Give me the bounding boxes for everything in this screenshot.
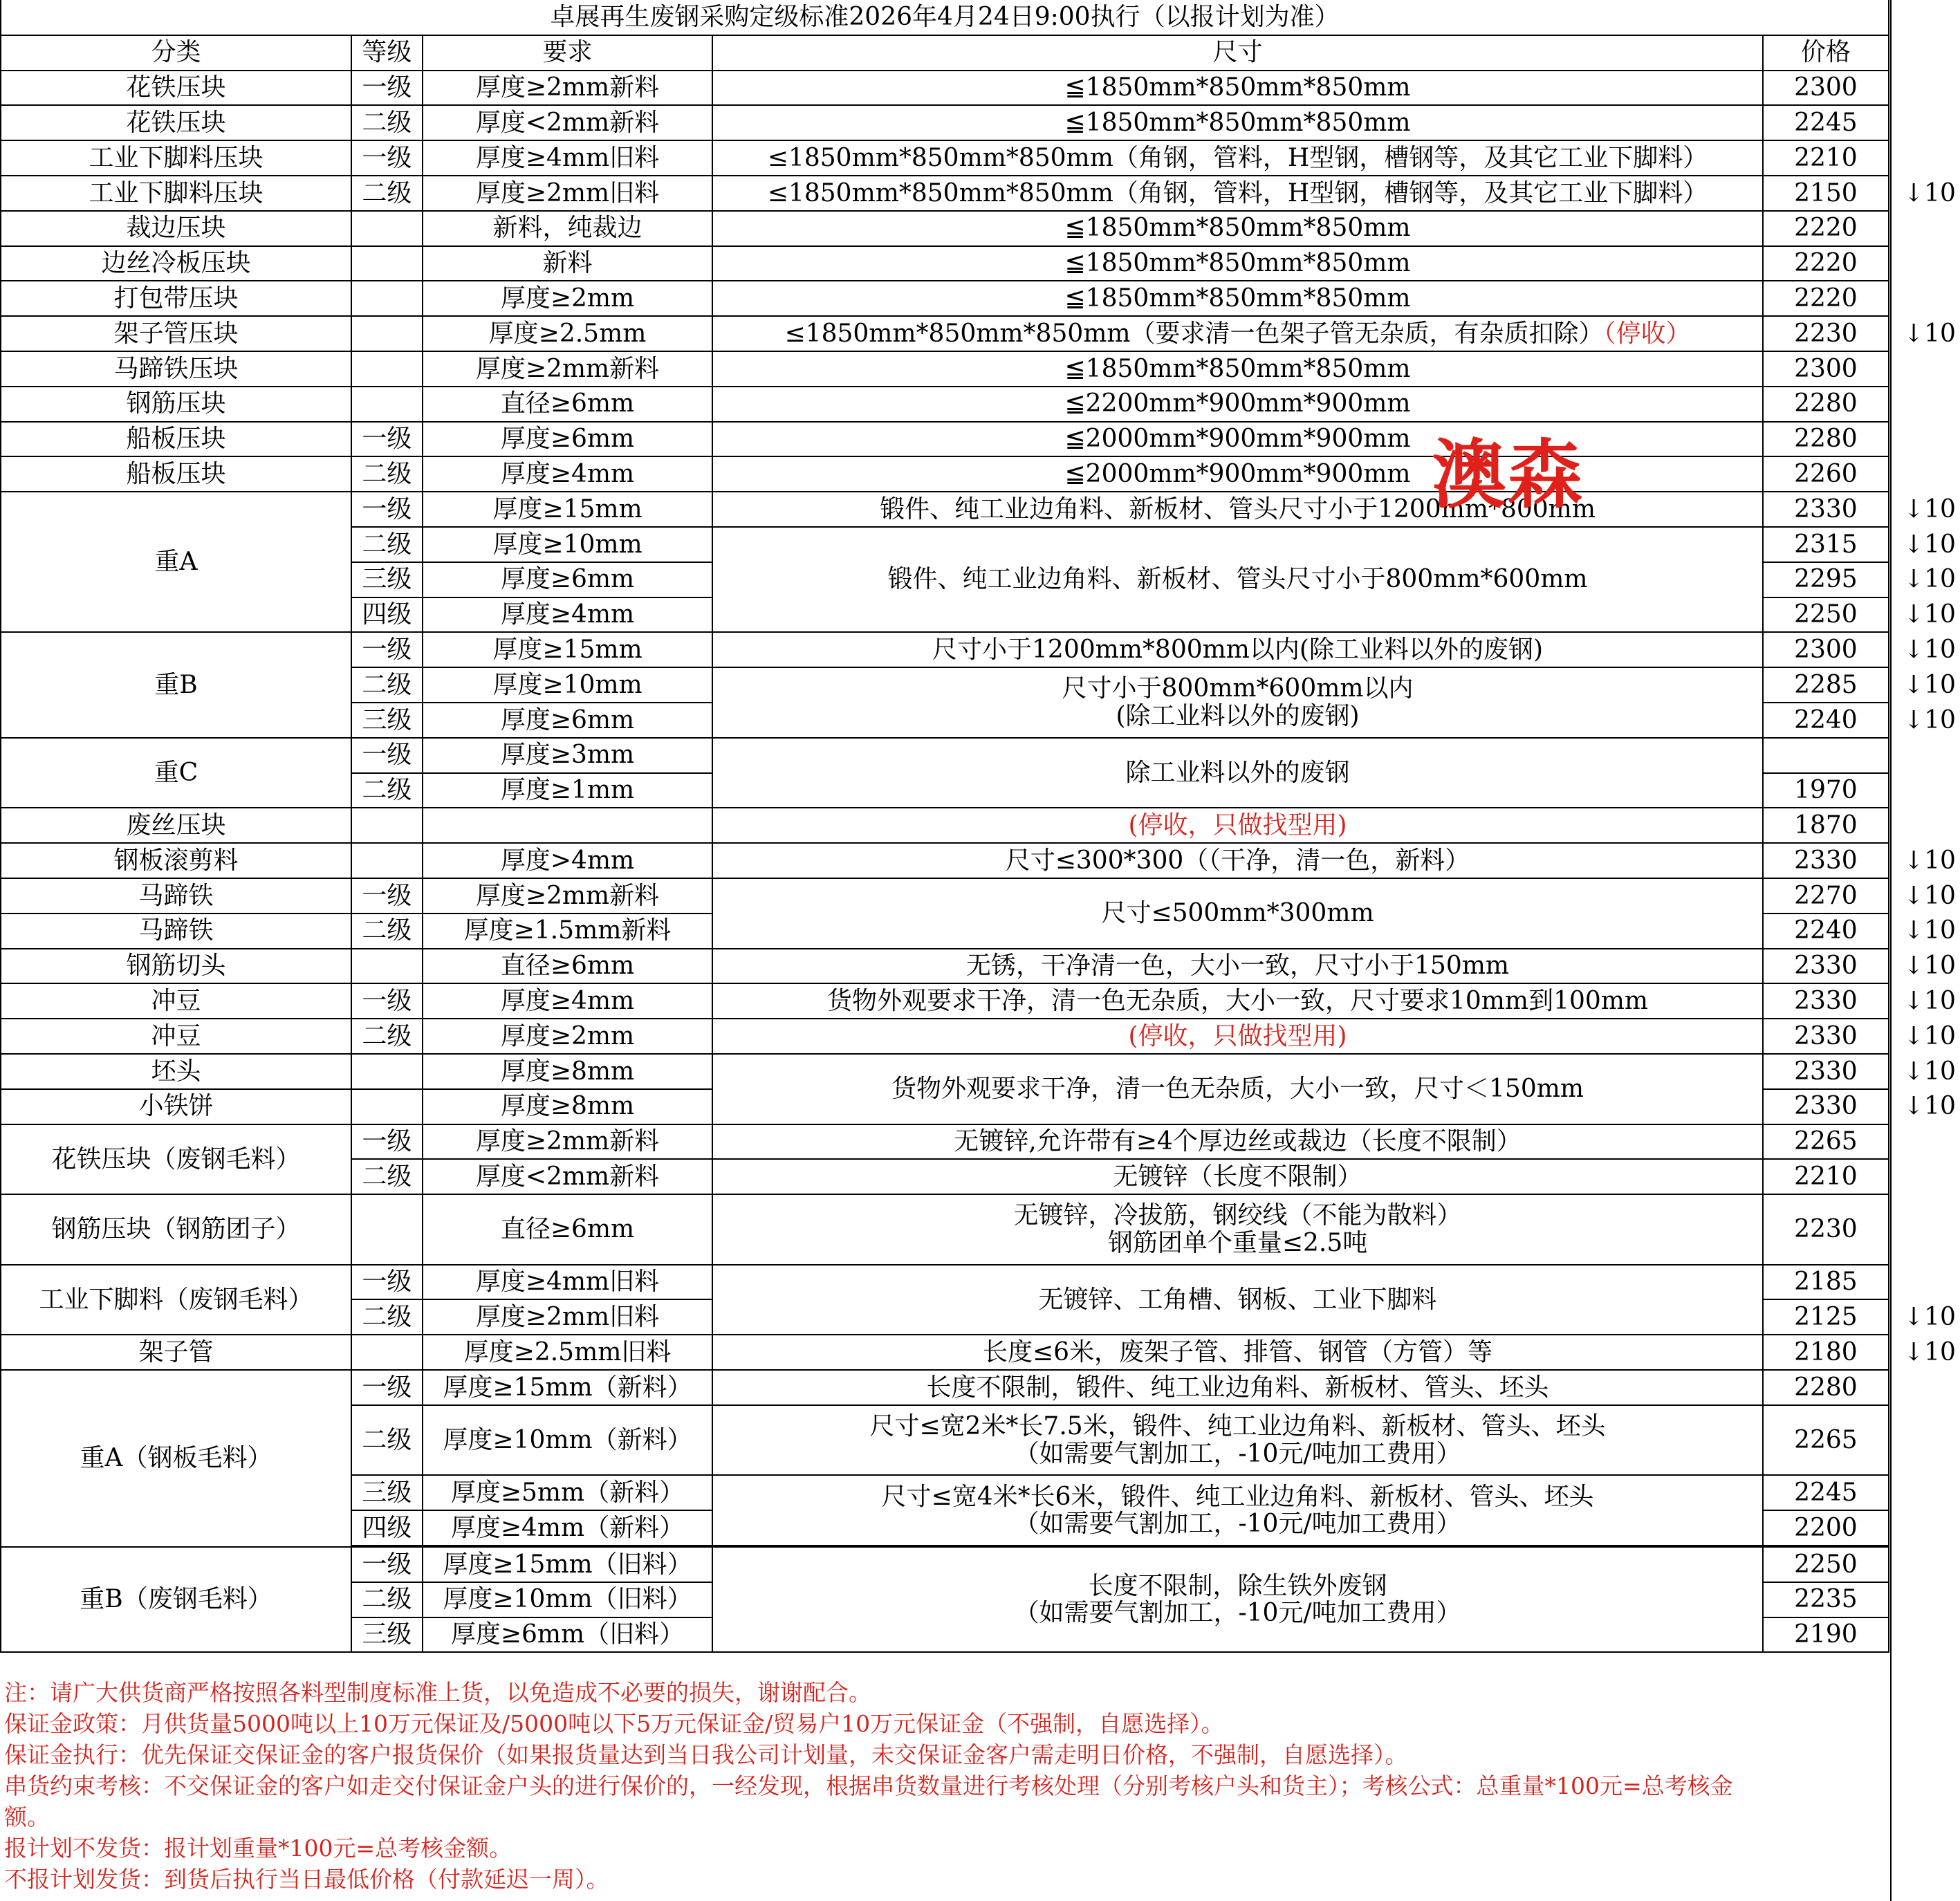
price-change: ↓10 <box>1903 670 1956 699</box>
price-cell: 2220 <box>1763 246 1889 281</box>
requirement-cell: 厚度≥15mm <box>423 492 713 527</box>
category-cell: 钢筋切头 <box>1 949 351 984</box>
price-change: ↓10 <box>1903 881 1956 910</box>
requirement-cell: 厚度≥4mm <box>423 983 713 1019</box>
price-cell: 2240 <box>1763 703 1889 738</box>
table-row <box>1 1547 1959 1582</box>
price-change: ↓10 <box>1903 1303 1956 1332</box>
size-cell <box>712 1194 1763 1265</box>
category-cell: 坯头 <box>1 1054 351 1089</box>
price-change <box>1889 211 1959 246</box>
price-cell: 2245 <box>1763 105 1889 140</box>
header-size: 尺寸 <box>712 35 1763 71</box>
table-row <box>1 1335 1959 1370</box>
grade-cell: 一级 <box>351 422 423 457</box>
requirement-cell: 直径≥6mm <box>423 387 713 422</box>
requirement-cell: 厚度≥2.5mm旧料 <box>423 1335 713 1370</box>
table-row <box>1 492 1959 527</box>
requirement-cell: 厚度≥10mm <box>423 527 713 562</box>
grade-cell <box>351 351 423 387</box>
table-row <box>1 808 1959 843</box>
category-cell: 马蹄铁压块 <box>1 351 351 387</box>
size-cell: ≦2000mm*900mm*900mm <box>712 456 1763 492</box>
table-row <box>1 983 1959 1019</box>
requirement-cell: 厚度≥4mm <box>423 597 713 633</box>
requirement-cell: 厚度≥2mm旧料 <box>423 1299 713 1335</box>
grade-cell: 三级 <box>351 562 423 597</box>
grade-cell: 一级 <box>351 1547 423 1582</box>
category-cell: 重C <box>1 738 351 808</box>
requirement-cell: 厚度≥4mm <box>423 456 713 492</box>
table-row <box>1 71 1959 106</box>
requirement-cell: 厚度≥10mm（新料） <box>423 1405 713 1476</box>
size-cell: ≤1850mm*850mm*850mm（角钢，管料，H型钢，槽钢等，及其它工业下脚料） <box>712 176 1763 211</box>
requirement-cell: 厚度≥8mm <box>423 1089 713 1124</box>
size-cell: ≦1850mm*850mm*850mm <box>712 71 1763 106</box>
category-cell: 边丝冷板压块 <box>1 246 351 281</box>
grade-cell: 二级 <box>351 1019 423 1054</box>
grade-cell <box>351 1054 423 1089</box>
category-cell: 马蹄铁 <box>1 914 351 949</box>
price-cell: 2210 <box>1763 1159 1889 1194</box>
size-cell <box>712 667 1763 738</box>
size-line: 长度不限制，除生铁外废钢 <box>1088 1571 1387 1600</box>
grade-cell: 一级 <box>351 632 423 667</box>
price-cell: 2330 <box>1763 492 1889 527</box>
size-cell <box>712 1475 1763 1546</box>
category-cell: 工业下脚料（废钢毛料） <box>1 1265 351 1335</box>
category-cell: 钢筋压块 <box>1 387 351 422</box>
price-cell: 2190 <box>1763 1617 1889 1653</box>
size-cell: 尺寸≤500mm*300mm <box>712 878 1763 949</box>
category-cell: 重B <box>1 632 351 737</box>
price-cell: 2230 <box>1763 1194 1889 1265</box>
table-row <box>1 316 1959 351</box>
price-cell <box>1763 738 1889 773</box>
size-line: 无镀锌，冷拔筋，钢绞线（不能为散料） <box>1013 1201 1462 1230</box>
requirement-cell: 厚度≥15mm（新料） <box>423 1370 713 1405</box>
note-line: 额。 <box>4 1803 50 1830</box>
price-cell: 2330 <box>1763 1089 1889 1124</box>
price-change <box>1889 1265 1959 1300</box>
category-cell: 冲豆 <box>1 983 351 1019</box>
note-line: 注：请广大供货商严格按照各料型制度标准上货，以免造成不必要的损失，谢谢配合。 <box>4 1679 871 1706</box>
category-cell: 架子管 <box>1 1335 351 1370</box>
simple-rows <box>1 71 1959 492</box>
size-cell: ≦1850mm*850mm*850mm <box>712 281 1763 316</box>
size-line: （如需要气割加工，-10元/吨加工费用） <box>1014 1599 1461 1628</box>
table-row <box>1 1265 1959 1300</box>
table-row <box>1 351 1959 387</box>
size-cell: ≦1850mm*850mm*850mm <box>712 105 1763 140</box>
price-cell: 1970 <box>1763 773 1889 808</box>
price-change <box>1889 387 1959 422</box>
price-cell: 2330 <box>1763 843 1889 878</box>
size-cell: 尺寸≤300*300（（干净，清一色，新料） <box>712 843 1763 878</box>
price-change: ↓10 <box>1903 319 1956 348</box>
table-row <box>1 1194 1959 1265</box>
price-cell: 2240 <box>1763 914 1889 949</box>
price-cell: 2295 <box>1763 562 1889 597</box>
price-cell: 2180 <box>1763 1335 1889 1370</box>
requirement-cell: 厚度≥3mm <box>423 738 713 773</box>
requirement-cell: 厚度≥6mm（旧料） <box>423 1617 713 1653</box>
price-change: ↓10 <box>1903 705 1956 734</box>
price-change: ↓10 <box>1903 916 1956 945</box>
requirement-cell: 厚度≥5mm（新料） <box>423 1475 713 1510</box>
price-cell: 2230 <box>1763 316 1889 351</box>
note-line: 串货约束考核：不交保证金的客户如走交付保证金户头的进行保价的，一经发现，根据串货数量进行考核处理（分别考核户头和货主）；考核公式：总重量*100元=总考核金 <box>4 1772 1733 1799</box>
grade-cell <box>351 211 423 246</box>
table-row <box>1 211 1959 246</box>
category-cell: 花铁压块（废钢毛料） <box>1 1124 351 1195</box>
requirement-cell: 厚度≥4mm旧料 <box>423 140 713 176</box>
requirement-cell: 直径≥6mm <box>423 949 713 984</box>
size-cell: ≦1850mm*850mm*850mm <box>712 246 1763 281</box>
category-cell: 钢筋压块（钢筋团子） <box>1 1194 351 1265</box>
price-cell: 2250 <box>1763 597 1889 633</box>
price-cell: 2280 <box>1763 422 1889 457</box>
price-cell: 2330 <box>1763 1054 1889 1089</box>
table-row <box>1 176 1959 211</box>
price-cell: 1870 <box>1763 808 1889 843</box>
price-cell: 2210 <box>1763 140 1889 176</box>
price-cell: 2280 <box>1763 1370 1889 1405</box>
price-change <box>1889 71 1959 106</box>
price-cell: 2270 <box>1763 878 1889 914</box>
grade-cell: 二级 <box>351 1582 423 1617</box>
category-cell: 架子管压块 <box>1 316 351 351</box>
size-line: 尺寸小于800mm*600mm以内 <box>1062 674 1414 703</box>
grade-cell: 三级 <box>351 1475 423 1510</box>
requirement-cell: 厚度≥6mm <box>423 562 713 597</box>
size-cell: 无锈，干净清一色，大小一致，尺寸小于150mm <box>712 949 1763 984</box>
price-cell: 2330 <box>1763 949 1889 984</box>
price-cell: 2250 <box>1763 1547 1889 1582</box>
table-row <box>1 387 1959 422</box>
grade-cell: 二级 <box>351 1299 423 1335</box>
price-change: ↓10 <box>1903 1092 1956 1121</box>
size-cell: ≦2000mm*900mm*900mm <box>712 422 1763 457</box>
requirement-cell: 厚度≥1mm <box>423 773 713 808</box>
grade-cell <box>351 387 423 422</box>
header-grade: 等级 <box>351 35 423 71</box>
price-change: ↓10 <box>1903 846 1956 875</box>
price-change <box>1889 351 1959 387</box>
requirement-cell: 新料 <box>423 246 713 281</box>
size-cell: 锻件、纯工业边角料、新板材、管头尺寸小于800mm*600mm <box>712 527 1763 632</box>
price-cell: 2200 <box>1763 1510 1889 1546</box>
size-cell <box>712 1405 1763 1476</box>
grade-cell: 一级 <box>351 1124 423 1160</box>
price-change: ↓10 <box>1903 1057 1956 1086</box>
table-row <box>1 281 1959 316</box>
grade-cell <box>351 843 423 878</box>
size-line: 尺寸≤宽2米*长7.5米，锻件、纯工业边角料、新板材、管头、坯头 <box>869 1412 1606 1441</box>
size-cell: 货物外观要求干净，清一色无杂质，大小一致，尺寸＜150mm <box>712 1054 1763 1124</box>
price-cell: 2300 <box>1763 351 1889 387</box>
note-line: 保证金政策：月供货量5000吨以上10万元保证及/5000吨以下5万元保证金/贸易户10万元保证金（不强制，自愿选择）。 <box>4 1710 1224 1737</box>
requirement-cell: 厚度≥2mm新料 <box>423 71 713 106</box>
notes-section <box>4 1677 1899 1895</box>
grade-cell: 二级 <box>351 1405 423 1476</box>
grade-cell: 一级 <box>351 492 423 527</box>
price-change: ↓10 <box>1903 635 1956 664</box>
requirement-cell: 厚度≥2mm <box>423 281 713 316</box>
category-cell: 花铁压块 <box>1 71 351 106</box>
stopped-label: （停收） <box>1603 319 1691 348</box>
grade-cell: 一级 <box>351 71 423 106</box>
requirement-cell: 厚度≥2mm新料 <box>423 1124 713 1160</box>
size-cell: 尺寸小于1200mm*800mm以内(除工业料以外的废钢) <box>712 632 1763 667</box>
table-row <box>1 422 1959 457</box>
grade-cell: 一级 <box>351 1370 423 1405</box>
requirement-cell: 厚度≥8mm <box>423 1054 713 1089</box>
price-change: ↓10 <box>1903 530 1956 559</box>
requirement-cell: 厚度≥6mm <box>423 422 713 457</box>
price-change: ↓10 <box>1903 1021 1956 1050</box>
price-cell: 2185 <box>1763 1265 1889 1300</box>
price-change: ↓10 <box>1903 1337 1956 1366</box>
category-cell: 钢板滚剪料 <box>1 843 351 878</box>
price-cell: 2330 <box>1763 1019 1889 1054</box>
grade-cell <box>351 808 423 843</box>
price-change <box>1889 246 1959 281</box>
grade-cell: 二级 <box>351 176 423 211</box>
grade-cell <box>351 1194 423 1265</box>
grade-cell: 二级 <box>351 773 423 808</box>
grade-cell: 四级 <box>351 597 423 633</box>
size-cell <box>712 316 1763 351</box>
requirement-cell: 直径≥6mm <box>423 1194 713 1265</box>
size-cell: 锻件、纯工业边角料、新板材、管头尺寸小于1200mm*800mm <box>712 492 1763 527</box>
size-cell: ≦1850mm*850mm*850mm <box>712 211 1763 246</box>
sheet-title: 卓展再生废钢采购定级标准2026年4月24日9:00执行（以报计划为准） <box>1 0 1889 35</box>
requirement-cell: 新料，纯裁边 <box>423 211 713 246</box>
header-category: 分类 <box>1 35 351 71</box>
category-cell: 小铁饼 <box>1 1089 351 1124</box>
requirement-cell: 厚度≥15mm <box>423 632 713 667</box>
requirement-cell: 厚度≥4mm旧料 <box>423 1265 713 1300</box>
price-cell: 2285 <box>1763 667 1889 703</box>
grade-cell <box>351 1089 423 1124</box>
table-row <box>1 632 1959 667</box>
price-change: ↓10 <box>1903 494 1956 523</box>
table-row <box>1 1124 1959 1160</box>
grade-cell: 二级 <box>351 667 423 703</box>
table-row <box>1 843 1959 878</box>
table-row <box>1 949 1959 984</box>
size-line: 尺寸≤宽4米*长6米，锻件、纯工业边角料、新板材、管头、坯头 <box>881 1482 1594 1511</box>
category-cell: 废丝压块 <box>1 808 351 843</box>
grade-cell <box>351 281 423 316</box>
category-cell: 打包带压块 <box>1 281 351 316</box>
size-cell: (停收，只做找型用) <box>712 1019 1763 1054</box>
price-cell: 2300 <box>1763 71 1889 106</box>
price-cell: 2235 <box>1763 1582 1889 1617</box>
price-change <box>1889 140 1959 176</box>
price-cell: 2220 <box>1763 211 1889 246</box>
grade-cell: 一级 <box>351 878 423 914</box>
category-cell: 重A <box>1 492 351 632</box>
grade-cell: 三级 <box>351 1617 423 1653</box>
price-cell: 2280 <box>1763 387 1889 422</box>
table-row <box>1 456 1959 492</box>
category-cell: 船板压块 <box>1 422 351 457</box>
size-line: （如需要气割加工，-10元/吨加工费用） <box>1014 1510 1461 1539</box>
table-row <box>1 105 1959 140</box>
grade-cell: 一级 <box>351 140 423 176</box>
header-requirement: 要求 <box>423 35 713 71</box>
requirement-cell: 厚度≥10mm <box>423 667 713 703</box>
requirement-cell: 厚度≥4mm（新料） <box>423 1510 713 1546</box>
price-cell: 2315 <box>1763 527 1889 562</box>
size-cell: ≦2200mm*900mm*900mm <box>712 387 1763 422</box>
size-cell: ≦1850mm*850mm*850mm <box>712 351 1763 387</box>
size-cell: 长度不限制，锻件、纯工业边角料、新板材、管头、坯头 <box>712 1370 1763 1405</box>
requirement-cell: 厚度≥1.5mm新料 <box>423 914 713 949</box>
requirement-cell: 厚度≥2.5mm <box>423 316 713 351</box>
note-line: 报计划不发货：报计划重量*100元=总考核金额。 <box>4 1835 512 1862</box>
grade-cell: 一级 <box>351 1265 423 1300</box>
table-row <box>1 140 1959 176</box>
price-change: ↓10 <box>1903 178 1956 207</box>
requirement-cell: 厚度≥15mm（旧料） <box>423 1547 713 1582</box>
price-change: ↓10 <box>1903 565 1956 594</box>
price-change: ↓10 <box>1903 600 1956 629</box>
size-cell: 无镀锌,允许带有≥4个厚边丝或裁边（长度不限制） <box>712 1124 1763 1160</box>
requirement-cell: 厚度≥6mm <box>423 703 713 738</box>
table-row <box>1 1370 1959 1405</box>
requirement-cell: 厚度<2mm新料 <box>423 105 713 140</box>
grade-cell <box>351 246 423 281</box>
note-line: 不报计划发货：到货后执行当日最低价格（付款延迟一周）。 <box>4 1866 609 1893</box>
category-cell: 裁边压块 <box>1 211 351 246</box>
size-text: ≤1850mm*850mm*850mm（要求清一色架子管无杂质，有杂质扣除） <box>784 319 1604 348</box>
requirement-cell: 厚度≥2mm <box>423 1019 713 1054</box>
requirement-cell: 厚度≥2mm旧料 <box>423 176 713 211</box>
category-cell: 重A（钢板毛料） <box>1 1370 351 1547</box>
grade-cell <box>351 1335 423 1370</box>
grade-cell: 二级 <box>351 456 423 492</box>
category-cell: 工业下脚料压块 <box>1 140 351 176</box>
size-cell: 无镀锌、工角槽、钢板、工业下脚料 <box>712 1265 1763 1335</box>
watermark-stamp: 澳森 <box>1432 432 1584 519</box>
grade-cell <box>351 316 423 351</box>
category-cell: 冲豆 <box>1 1019 351 1054</box>
requirement-cell: 厚度>4mm <box>423 843 713 878</box>
requirement-cell: 厚度≥2mm新料 <box>423 351 713 387</box>
price-cell: 2245 <box>1763 1475 1889 1510</box>
price-cell: 2260 <box>1763 456 1889 492</box>
price-cell: 2265 <box>1763 1405 1889 1476</box>
table-row <box>1 1019 1959 1054</box>
size-cell: ≤1850mm*850mm*850mm（角钢，管料，H型钢，槽钢等，及其它工业下脚料） <box>712 140 1763 176</box>
table-row <box>1 738 1959 773</box>
price-change <box>1889 281 1959 316</box>
price-cell: 2220 <box>1763 281 1889 316</box>
table-row <box>1 1054 1959 1089</box>
price-cell: 2150 <box>1763 176 1889 211</box>
price-cell: 2330 <box>1763 983 1889 1019</box>
requirement-cell: 厚度<2mm新料 <box>423 1159 713 1194</box>
size-cell: 货物外观要求干净，清一色无杂质，大小一致，尺寸要求10mm到100mm <box>712 983 1763 1019</box>
size-cell <box>712 1547 1763 1652</box>
note-line: 保证金执行：优先保证交保证金的客户报货保价（如果报货量达到当日我公司计划量，未交保证金客户需走明日价格，不强制，自愿选择）。 <box>4 1741 1408 1768</box>
price-cell: 2265 <box>1763 1124 1889 1160</box>
category-cell: 重B（废钢毛料） <box>1 1547 351 1652</box>
header-price: 价格 <box>1763 35 1889 71</box>
category-cell: 船板压块 <box>1 456 351 492</box>
grade-cell: 二级 <box>351 914 423 949</box>
grade-cell: 二级 <box>351 527 423 562</box>
grade-cell: 一级 <box>351 738 423 773</box>
grade-cell: 三级 <box>351 703 423 738</box>
price-change <box>1889 422 1959 457</box>
size-cell: (停收，只做找型用) <box>712 808 1763 843</box>
table-row <box>1 878 1959 914</box>
category-cell: 花铁压块 <box>1 105 351 140</box>
table-row <box>1 246 1959 281</box>
price-change: ↓10 <box>1903 986 1956 1015</box>
grade-cell: 二级 <box>351 105 423 140</box>
requirement-cell: 厚度≥10mm（旧料） <box>423 1582 713 1617</box>
size-line: （如需要气割加工，-10元/吨加工费用） <box>1014 1439 1461 1468</box>
category-cell: 工业下脚料压块 <box>1 176 351 211</box>
price-change: ↓10 <box>1903 952 1956 981</box>
price-change <box>1889 105 1959 140</box>
price-cell: 2300 <box>1763 632 1889 667</box>
price-change <box>1889 456 1959 492</box>
grade-cell: 四级 <box>351 1510 423 1546</box>
grade-cell <box>351 949 423 984</box>
title-row <box>1 0 1959 35</box>
size-cell: 长度≤6米，废架子管、排管、钢管（方管）等 <box>712 1335 1763 1370</box>
size-cell: 无镀锌（长度不限制） <box>712 1159 1763 1194</box>
price-cell: 2125 <box>1763 1299 1889 1335</box>
size-cell: 除工业料以外的废钢 <box>712 738 1763 808</box>
grade-cell: 一级 <box>351 983 423 1019</box>
requirement-cell <box>423 808 713 843</box>
size-line: 钢筋团单个重量≤2.5吨 <box>1107 1228 1368 1257</box>
category-cell: 马蹄铁 <box>1 878 351 914</box>
size-line: (除工业料以外的废钢) <box>1116 701 1360 730</box>
requirement-cell: 厚度≥2mm新料 <box>423 878 713 914</box>
grade-cell: 二级 <box>351 1159 423 1194</box>
header-row <box>1 35 1959 71</box>
